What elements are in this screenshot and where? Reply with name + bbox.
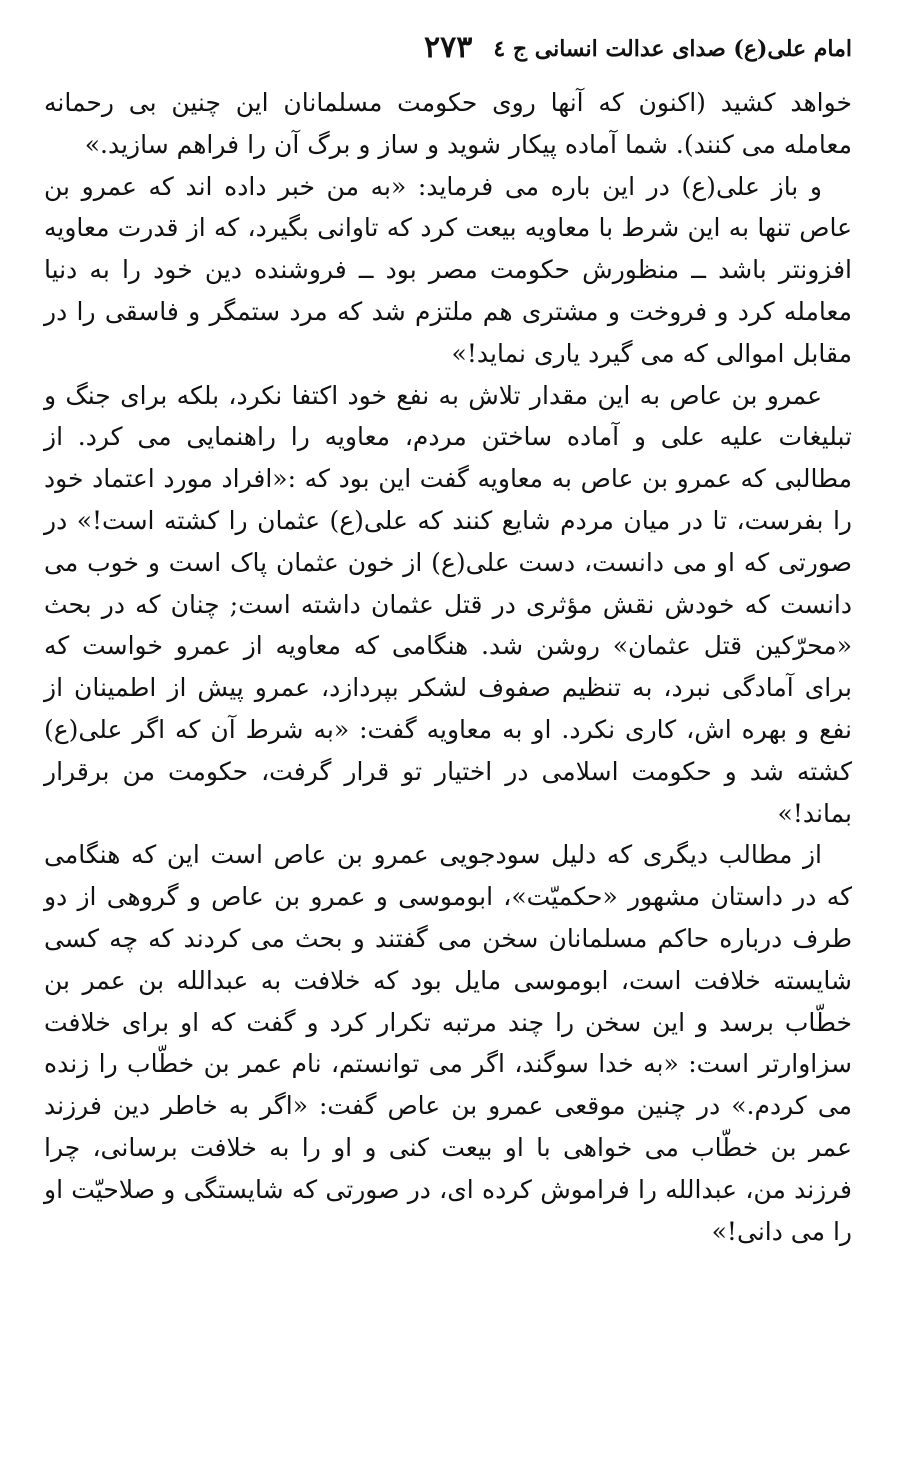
paragraph: و باز علی(ع) در این باره می فرماید: «به من خبر داده اند که عمرو بن عاص تنها به این شرط با معاویه بیعت کرد که تاوانی بگیرد، که از قدرت معاویه افزونتر باشد ــ منظورش حکومت مصر بود ــ فروشنده دین خود را به دنیا معامله کرد و فروخت و مشتری هم ملتزم شد که مرد ستمگر و فاسقی را در مقابل اموالی که می گیرد یاری نماید!» [44, 171, 852, 368]
paragraph: از مطالب دیگری که دلیل سودجویی عمرو بن عاص است این که هنگامی که در داستان مشهور «حکمیّت»، ابوموسی و عمرو بن عاص و گروهی از دو طرف درباره حاکم مسلمانان سخن می گفتند و بحث می کردند که چه کسی شایسته خلافت است، ابوموسی مایل بود که خلافت به عبدالله بن عمر بن خطّاب برسد و این سخن را چند مرتبه تکرار کرد و گفت که او برای خلافت سزاوارتر است: «به خدا سوگند، اگر می توانستم، نام عمر بن خطّاب را زنده می کردم.» در چنین موقعی عمرو بن عاص گفت: «اگر به خاطر دین فرزند عمر بن خطّاب می خواهی با او بیعت کنی و او را به خلافت برسانی، چرا فرزند من، عبدالله را فراموش کرده ای، در صورتی که شایستگی و صلاحیّت او را می دانی!» [44, 840, 852, 1246]
paragraph: عمرو بن عاص به این مقدار تلاش به نفع خود اکتفا نکرد، بلکه برای جنگ و تبلیغات علیه علی و آماده ساختن مردم، معاویه را راهنمایی می کرد. از مطالبی که عمرو بن عاص به معاویه گفت این بود که :«افراد مورد اعتماد خود را بفرست، تا در میان مردم شایع کنند که علی(ع) عثمان را کشته است!» در صورتی که او می دانست، دست علی(ع) از خون عثمان پاک است و خوب می دانست که خودش نقش مؤثری در قتل عثمان داشته است; چنان که در بحث «محرّکین قتل عثمان» روشن شد. هنگامی که معاویه از عمرو خواست که برای آمادگی نبرد، به تنظیم صفوف لشکر بپردازد، عمرو پیش از اطمینان از نفع و بهره اش، کاری نکرد. او به معاویه گفت: «به شرط آن که اگر علی(ع) کشته شد و حکومت اسلامی در اختیار تو قرار گرفت، حکومت من برقرار بماند!» [44, 380, 852, 828]
running-header [44, 30, 852, 82]
body-text [44, 82, 852, 1252]
paragraph-continued: خواهد کشید (اکنون که آنها روی حکومت مسلمانان این چنین بی رحمانه معامله می کنند). شما آماده پیکار شوید و ساز و برگ آن را فراهم سازید.» [44, 88, 852, 159]
book-page [44, 30, 852, 1450]
page-number: ٢٧٣ [424, 30, 473, 65]
running-title: امام علی(ع) صدای عدالت انسانی ج ٤ [493, 36, 852, 62]
